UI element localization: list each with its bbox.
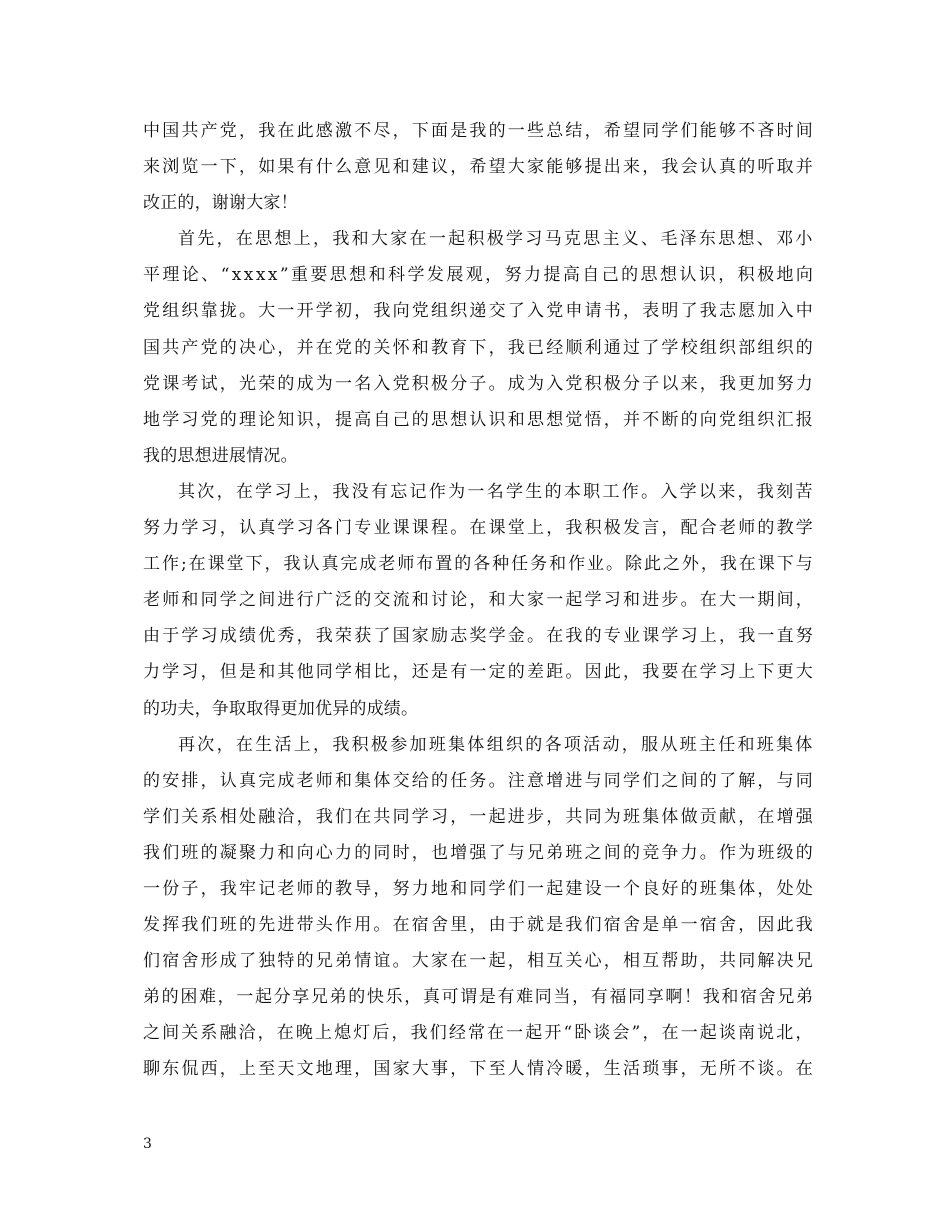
text-line: 来浏览一下，如果有什么意见和建议，希望大家能够提出来，我会认真的听取并 <box>143 157 815 178</box>
text-line: 我们班的凝聚力和向心力的同时，也增强了与兄弟班之间的竞争力。作为班级的 <box>143 842 815 863</box>
text-line: 工作;在课堂下，我认真完成老师布置的各种任务和作业。除此之外，我在课下与 <box>143 554 815 575</box>
text-line: 弟的困难，一起分享兄弟的快乐，真可谓是有难同当，有福同享啊！我和宿舍兄弟 <box>143 987 815 1008</box>
text-line: 首先，在思想上，我和大家在一起积极学习马克思主义、毛泽东思想、邓小 <box>178 229 815 250</box>
text-line: 由于学习成绩优秀，我荣获了国家励志奖学金。在我的专业课学习上，我一直努 <box>143 626 815 647</box>
text-line: 发挥我们班的先进带头作用。在宿舍里，由于就是我们宿舍是单一宿舍，因此我 <box>143 915 815 936</box>
text-line: 其次，在学习上，我没有忘记作为一名学生的本职工作。入学以来，我刻苦 <box>178 481 815 502</box>
text-line: 聊东侃西，上至天文地理，国家大事，下至人情冷暖，生活琐事，无所不谈。在 <box>143 1059 815 1080</box>
text-line: 平理论、“xxxx”重要思想和科学发展观，努力提高自己的思想认识，积极地向 <box>143 265 816 286</box>
text-line: 党组织靠拢。大一开学初，我向党组织递交了入党申请书，表明了我志愿加入中 <box>143 301 815 322</box>
text-line: 力学习，但是和其他同学相比，还是有一定的差距。因此，我要在学习上下更大 <box>143 662 815 683</box>
text-line: 的安排，认真完成老师和集体交给的任务。注意增进与同学们之间的了解，与同 <box>143 770 815 791</box>
text-line: 地学习党的理论知识，提高自己的思想认识和思想觉悟，并不断的向党组织汇报 <box>143 409 815 430</box>
text-line: 我的思想进展情况。 <box>143 445 298 466</box>
text-line: 努力学习，认真学习各门专业课课程。在课堂上，我积极发言，配合老师的教学 <box>143 518 815 539</box>
text-line: 再次，在生活上，我积极参加班集体组织的各项活动，服从班主任和班集体 <box>178 734 815 755</box>
text-line: 党课考试，光荣的成为一名入党积极分子。成为入党积极分子以来，我更加努力 <box>143 373 815 394</box>
text-line: 们宿舍形成了独特的兄弟情谊。大家在一起，相互关心，相互帮助，共同解决兄 <box>143 951 815 972</box>
text-line: 国共产党的决心，并在党的关怀和教育下，我已经顺利通过了学校组织部组织的 <box>143 337 815 358</box>
text-line: 之间关系融洽，在晚上熄灯后，我们经常在一起开“卧谈会”，在一起谈南说北， <box>143 1023 815 1044</box>
text-line: 改正的，谢谢大家！ <box>143 193 298 214</box>
text-line: 的功夫，争取取得更加优异的成绩。 <box>143 698 419 719</box>
text-line: 一份子，我牢记老师的教导，努力地和同学们一起建设一个良好的班集体，处处 <box>143 878 815 899</box>
text-line: 老师和同学之间进行广泛的交流和讨论，和大家一起学习和进步。在大一期间， <box>143 590 815 611</box>
body-text <box>143 113 816 1088</box>
text-line: 中国共产党，我在此感激不尽，下面是我的一些总结，希望同学们能够不吝时间 <box>143 121 815 141</box>
page-number: 3 <box>143 1136 152 1152</box>
text-line: 学们关系相处融洽，我们在共同学习，一起进步，共同为班集体做贡献，在增强 <box>143 806 815 827</box>
